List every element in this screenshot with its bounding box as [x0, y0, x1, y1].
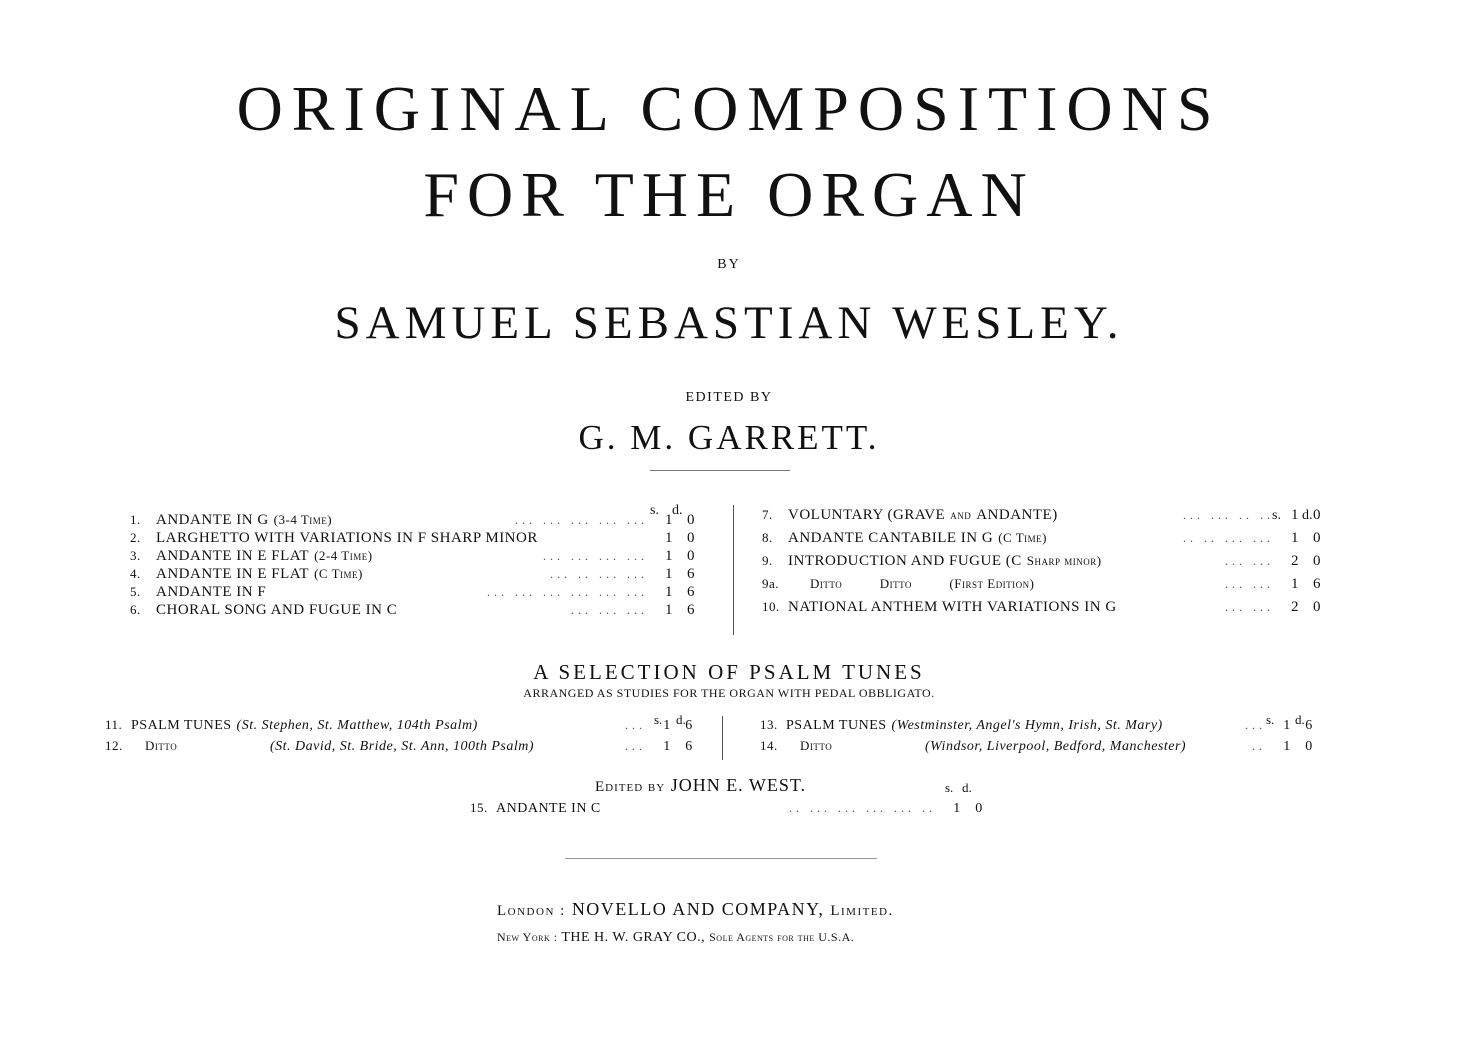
price-pence: 0 [1313, 599, 1321, 615]
item-number: 2. [130, 530, 141, 545]
item-number: 13. [760, 717, 778, 732]
price-pence: 6 [1305, 718, 1313, 733]
price-shillings: 1 [665, 584, 673, 600]
price-shillings: 1 [953, 801, 961, 816]
item-note: (2-4 Time) [314, 548, 373, 563]
item-title: VOLUNTARY (GRAVE [788, 507, 946, 523]
title-line-1: ORIGINAL COMPOSITIONS [236, 73, 1222, 144]
item-number: 9. [762, 553, 773, 568]
item-note: Sharp minor) [1026, 553, 1102, 568]
item-detail: (St. David, St. Bride, St. Ann, 100th Psalm) [270, 739, 534, 754]
price-shillings: 1 [1283, 718, 1291, 733]
list-item [130, 512, 702, 529]
item-title: INTRODUCTION AND FUGUE (C [788, 553, 1022, 569]
price-pence: 6 [687, 566, 695, 582]
price-shillings: 1 [665, 566, 673, 582]
item-title: ANDANTE CANTABILE IN G [788, 530, 994, 546]
list-item [105, 717, 700, 734]
by-label: BY [717, 257, 741, 272]
west-edited-line [595, 775, 806, 796]
item-number: 8. [762, 530, 773, 545]
pence-header: d. [1302, 508, 1313, 523]
list-item [130, 530, 702, 547]
price-shillings: 2 [1291, 599, 1299, 615]
item-title: CHORAL SONG AND FUGUE IN C [156, 602, 398, 618]
leader-dots: ... [625, 718, 646, 732]
item-title: PSALM TUNES [786, 718, 887, 733]
column-divider [733, 505, 734, 635]
item-note: and [950, 507, 972, 522]
price-pence: 0 [1313, 530, 1321, 546]
price-pence: 0 [687, 530, 695, 546]
leader-dots: ... [1245, 718, 1266, 732]
item-note: (C Time) [998, 530, 1047, 545]
price-shillings: 1 [1291, 576, 1299, 592]
shillings-header: s. [654, 712, 663, 727]
item-number: 3. [130, 548, 141, 563]
item-note: (C Time) [314, 566, 363, 581]
psalm-subheading: ARRANGED AS STUDIES FOR THE ORGAN WITH PEDAL OBBLIGATO. [523, 686, 935, 700]
leader-dots: ... ... ... ... ... [515, 513, 648, 527]
editor-name: G. M. GARRETT. [578, 418, 880, 457]
agent-name: THE H. W. GRAY CO., [561, 930, 706, 945]
publisher-suffix: Limited. [830, 903, 894, 919]
item-note: Ditto Ditto (First Edition) [810, 576, 1035, 591]
leader-dots: .. ... ... ... ... .. [789, 801, 936, 815]
price-shillings: 1 [665, 512, 673, 528]
item-title: PSALM TUNES [131, 718, 232, 733]
leader-dots: ... ... ... ... ... ... [487, 585, 648, 599]
list-item [762, 530, 1328, 547]
leader-dots: ... ... ... ... [543, 549, 648, 563]
item-number: 1. [130, 512, 141, 527]
pence-header: d. [962, 780, 972, 795]
shillings-header: s. [945, 780, 954, 795]
list-item [470, 800, 990, 817]
price-shillings: 2 [1291, 553, 1299, 569]
item-title: ANDANTE IN F [156, 584, 267, 600]
list-item [130, 584, 702, 601]
item-number: 11. [105, 717, 123, 732]
leader-dots: ... ... .. .. [1183, 508, 1274, 522]
psalm-heading: A SELECTION OF PSALM TUNES [533, 660, 925, 684]
leader-dots: ... .. ... ... [550, 567, 648, 581]
price-shillings: 1 [1283, 739, 1291, 754]
shillings-header: s. [1266, 712, 1275, 727]
price-shillings: 1 [1291, 507, 1299, 523]
price-pence: 6 [687, 602, 695, 618]
price-pence: 6 [687, 584, 695, 600]
pence-header: d. [672, 503, 683, 518]
price-pence: 6 [1313, 576, 1321, 592]
shillings-header: s. [1272, 508, 1281, 523]
price-pence: 0 [1313, 507, 1321, 523]
price-pence: 0 [687, 548, 695, 564]
item-number: 10. [762, 599, 780, 614]
agent-line [497, 930, 854, 946]
author-name: SAMUEL SEBASTIAN WESLEY. [334, 297, 1124, 349]
item-detail: (Windsor, Liverpool, Bedford, Manchester) [925, 739, 1187, 754]
price-shillings: 1 [1291, 530, 1299, 546]
agent-city: New York : [497, 930, 558, 944]
item-note: (3-4 Time) [273, 512, 333, 527]
price-shillings: 1 [665, 548, 673, 564]
list-item [760, 738, 1320, 755]
shillings-header: s. [650, 503, 659, 518]
item-number: 7. [762, 507, 773, 522]
leader-dots: ... ... [1225, 554, 1274, 568]
item-title: NATIONAL ANTHEM WITH VARIATIONS IN G [788, 599, 1117, 615]
publisher-city: London : [497, 903, 566, 919]
leader-dots: ... ... [1225, 577, 1274, 591]
divider [565, 858, 877, 859]
list-item [762, 599, 1328, 616]
edited-by-label: EDITED BY [685, 390, 773, 405]
item-number: 9a. [762, 576, 780, 591]
item-title: Ditto [145, 738, 178, 753]
price-pence: 6 [685, 718, 693, 733]
item-number: 6. [130, 602, 141, 617]
publisher-name: NOVELLO AND COMPANY, [571, 899, 825, 919]
price-pence: 0 [975, 801, 983, 816]
item-detail: (Westminster, Angel's Hymn, Irish, St. Mary) [891, 718, 1163, 733]
list-item [762, 553, 1328, 570]
price-shillings: 1 [665, 530, 673, 546]
list-item [130, 566, 702, 583]
list-item [105, 738, 700, 755]
west-editor: JOHN E. WEST. [670, 775, 807, 795]
leader-dots: .. .. ... ... [1183, 531, 1274, 545]
item-title-cont: ANDANTE) [976, 507, 1058, 523]
item-title: LARGHETTO WITH VARIATIONS IN F SHARP MINOR [156, 530, 538, 546]
item-number: 4. [130, 566, 141, 581]
column-divider [722, 716, 723, 760]
price-shillings: 1 [663, 718, 671, 733]
price-pence: 0 [687, 512, 695, 528]
price-shillings: 1 [663, 739, 671, 754]
divider [650, 470, 790, 471]
publisher-line [497, 899, 894, 920]
list-item [130, 548, 702, 565]
list-item [762, 576, 1328, 593]
list-item [762, 507, 1328, 524]
item-title: Ditto [800, 738, 833, 753]
list-item [760, 717, 1320, 734]
item-title: ANDANTE IN C [496, 801, 601, 816]
item-number: 5. [130, 584, 141, 599]
title-line-2: FOR THE ORGAN [423, 159, 1035, 230]
item-number: 12. [105, 738, 123, 753]
pence-header: d. [1295, 712, 1305, 727]
agent-note: Sole Agents for the U.S.A. [709, 930, 855, 944]
item-number: 14. [760, 738, 778, 753]
price-pence: 0 [1313, 553, 1321, 569]
pence-header: d. [676, 712, 686, 727]
item-title: ANDANTE IN E FLAT [156, 566, 310, 582]
west-edited-by: Edited by [595, 779, 666, 795]
price-shillings: 1 [665, 602, 673, 618]
leader-dots: ... ... ... [571, 603, 648, 617]
item-title: ANDANTE IN G [156, 512, 269, 528]
item-number: 15. [470, 800, 488, 815]
price-pence: 0 [1305, 739, 1313, 754]
leader-dots: .. [1252, 739, 1266, 753]
price-pence: 6 [685, 739, 693, 754]
item-title: ANDANTE IN E FLAT [156, 548, 310, 564]
leader-dots: ... ... [1225, 600, 1274, 614]
item-detail: (St. Stephen, St. Matthew, 104th Psalm) [236, 718, 478, 733]
leader-dots: ... [625, 739, 646, 753]
list-item [130, 602, 702, 619]
